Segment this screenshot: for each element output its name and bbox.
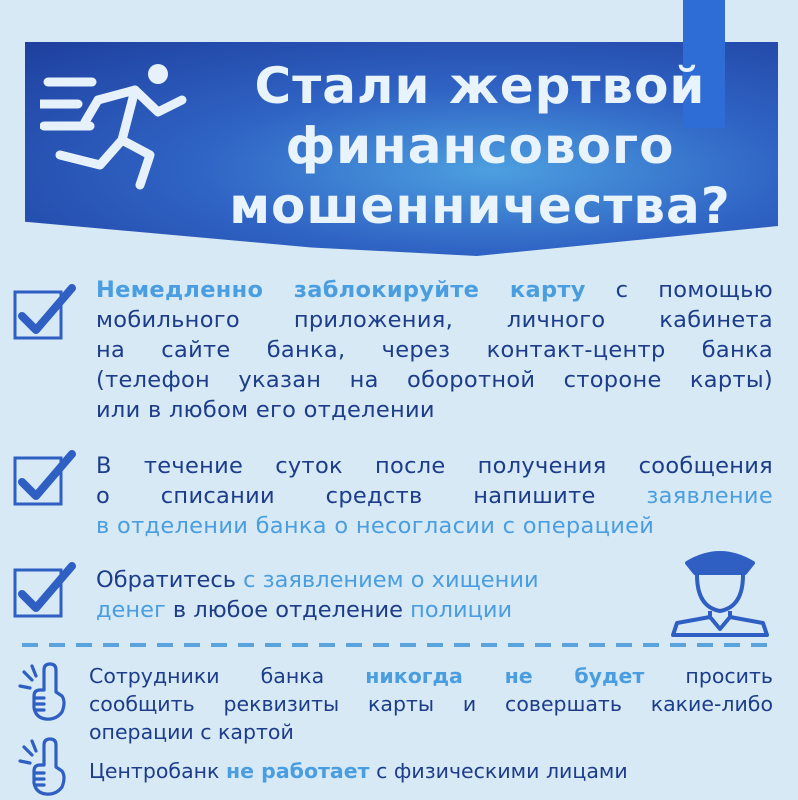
- checkbox-checked-icon: [12, 448, 78, 510]
- title-line-3: мошенничества?: [229, 177, 731, 235]
- step-2-text: В течение суток после получения сообщения о списании средств напишите заявление в отделении банка о несогласии с операцией: [96, 453, 773, 539]
- checkbox-checked-icon: [12, 560, 78, 622]
- pointing-finger-icon: [18, 737, 70, 797]
- step-1-highlight: Немедленно заблокируйте карту: [96, 277, 586, 303]
- note-2-text: Центробанк не работает с физическими лицами: [89, 759, 628, 783]
- police-officer-icon: [665, 545, 775, 637]
- step-3-text: Обратитесь с заявлением о хищении денег в любое отделение полиции: [96, 567, 539, 623]
- note-1-text: Сотрудники банка никогда не будет просить сообщить реквизиты карты и совершать какие-либо операции с картой: [89, 664, 773, 744]
- step-1-text: Немедленно заблокируйте карту с помощью мобильного приложения, личного кабинета на сайте банка, через контакт-центр банка (телефон указан на оборотной стороне карты) или в любом его отделении: [96, 277, 773, 423]
- title-line-1: Стали жертвой: [254, 57, 706, 115]
- running-man-icon: [40, 60, 190, 195]
- checkbox-checked-icon: [12, 282, 78, 344]
- pointing-finger-icon: [18, 662, 70, 722]
- title-line-2: финансового: [285, 117, 675, 175]
- section-divider: [22, 643, 777, 647]
